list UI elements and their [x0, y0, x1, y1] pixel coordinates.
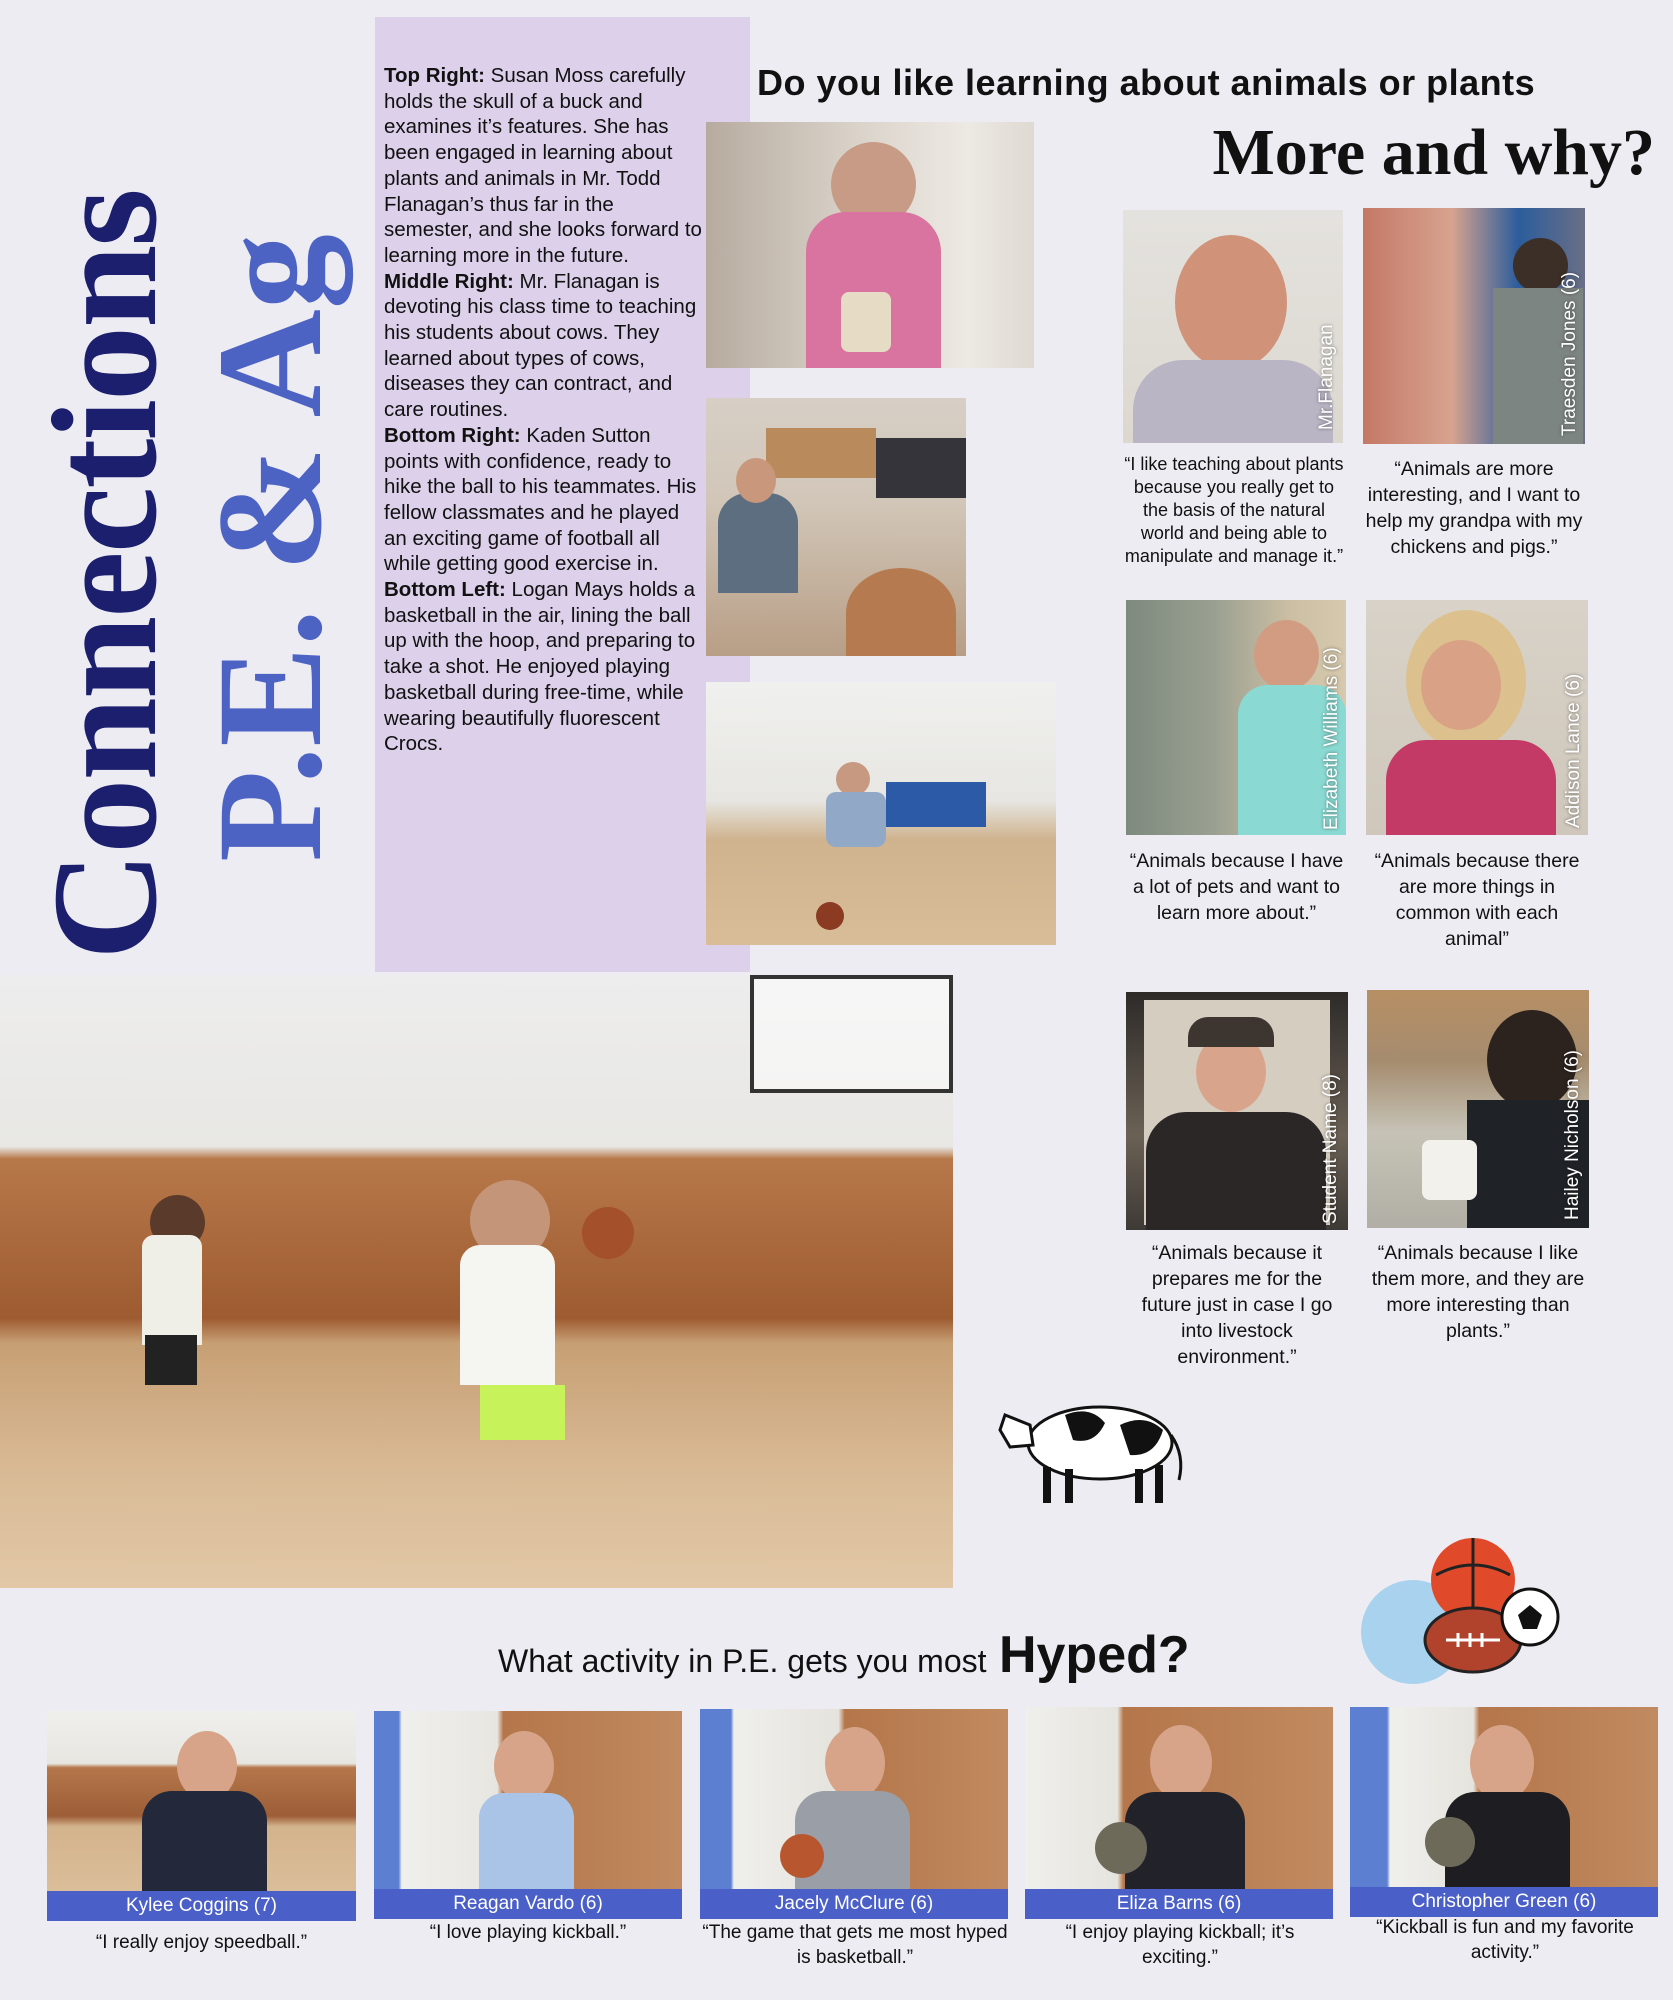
ag-photo-student — [1126, 992, 1348, 1230]
ag-question-line1: Do you like learning about animals or plants — [757, 62, 1536, 103]
ag-name-0: Mr.Flanagan — [1316, 324, 1337, 430]
ag-quote-0: “I like teaching about plants because you really get to the basis of the natural world and being able to manipulate and manage it.” — [1124, 454, 1344, 566]
pe-photo-4 — [1350, 1707, 1658, 1917]
pe-quote-3: “I enjoy playing kickball; it’s exciting.” — [1065, 1922, 1295, 1968]
ag-quote-3: “Animals because there are more things in common with each animal” — [1374, 850, 1580, 950]
ag-photo-williams — [1126, 600, 1346, 835]
photo-logan-mays — [0, 975, 953, 1588]
cow-icon — [995, 1385, 1195, 1510]
pe-photo-0 — [47, 1711, 356, 1921]
pe-quote-2: “The game that gets me most hyped is basketball.” — [702, 1922, 1008, 1968]
pe-quote-0: “I really enjoy speedball.” — [95, 1932, 308, 1953]
title-line1: Connections — [22, 190, 188, 960]
title-line2: P.E. & Ag — [187, 234, 353, 862]
title-pe-ag — [187, 234, 353, 862]
photo-kaden-sutton — [706, 682, 1056, 945]
caption-1: Top Right: Susan Moss carefully holds the skull of a buck and examines it’s features. She has been engaged in learning about plants and animals in Mr. Todd Flanagan’s thus far in the semester, and she looks forward to learning more in the future. — [384, 64, 702, 267]
pe-quote-4: “Kickball is fun and my favorite activity.” — [1376, 1917, 1634, 1963]
caption-text — [384, 63, 704, 757]
pe-photo-3 — [1025, 1707, 1333, 1919]
pe-photo-2 — [700, 1709, 1008, 1919]
pe-name-4: Christopher Green (6) — [1350, 1887, 1658, 1917]
ag-quote-1: “Animals are more interesting, and I want to help my grandpa with my chickens and pigs.” — [1365, 458, 1583, 558]
ag-name-4: Student Name (8) — [1320, 1074, 1341, 1224]
ag-photo-jones — [1363, 208, 1585, 444]
pe-question-prefix: What activity in P.E. gets you most — [498, 1643, 987, 1679]
caption-2: Middle Right: Mr. Flanagan is devoting his class time to teaching his students about cows. They learned about types of cows, diseases they can contract, and care routines. — [384, 269, 697, 422]
ag-name-3: Addison Lance (6) — [1563, 673, 1584, 828]
ag-name-2: Elizabeth Williams (6) — [1321, 647, 1342, 830]
pe-name-1: Reagan Vardo (6) — [374, 1889, 682, 1919]
pe-name-3: Eliza Barns (6) — [1025, 1889, 1333, 1919]
ag-name-1: Traesden Jones (6) — [1559, 271, 1580, 436]
ag-name-5: Hailey Nicholson (6) — [1562, 1049, 1583, 1220]
caption-4: Bottom Left: Logan Mays holds a basketball in the air, lining the ball up with the hoop, and preparing to take a shot. He enjoyed playing basketball during free-time, while wearing beautifully fluorescent Crocs. — [384, 578, 696, 756]
pe-question — [498, 1625, 1498, 1685]
title-connections — [22, 190, 188, 960]
ag-question-line2: More and why? — [1212, 116, 1655, 189]
pe-name-2: Jacely McClure (6) — [700, 1889, 1008, 1919]
ag-photo-flanagan — [1123, 210, 1343, 443]
caption-3: Bottom Right: Kaden Sutton points with confidence, ready to hike the ball to his teammates. His fellow classmates and he played an exciting game of football all while getting good exercise in. — [384, 423, 697, 576]
pe-question-emphasis: Hyped? — [998, 1626, 1190, 1684]
pe-photo-1 — [374, 1711, 682, 1919]
photo-flanagan-class — [706, 398, 966, 656]
pe-quote-1: “I love playing kickball.” — [429, 1922, 627, 1943]
ag-quote-4: “Animals because it prepares me for the future just in case I go into livestock environment.” — [1141, 1242, 1333, 1368]
ag-photo-lance — [1366, 600, 1588, 835]
pe-name-0: Kylee Coggins (7) — [47, 1891, 356, 1921]
ag-quote-2: “Animals because I have a lot of pets and want to learn more about.” — [1129, 850, 1344, 924]
ag-quote-5: “Animals because I like them more, and they are more interesting than plants.” — [1371, 1242, 1585, 1342]
ag-photo-nicholson — [1367, 990, 1589, 1228]
photo-susan-moss — [706, 122, 1034, 368]
